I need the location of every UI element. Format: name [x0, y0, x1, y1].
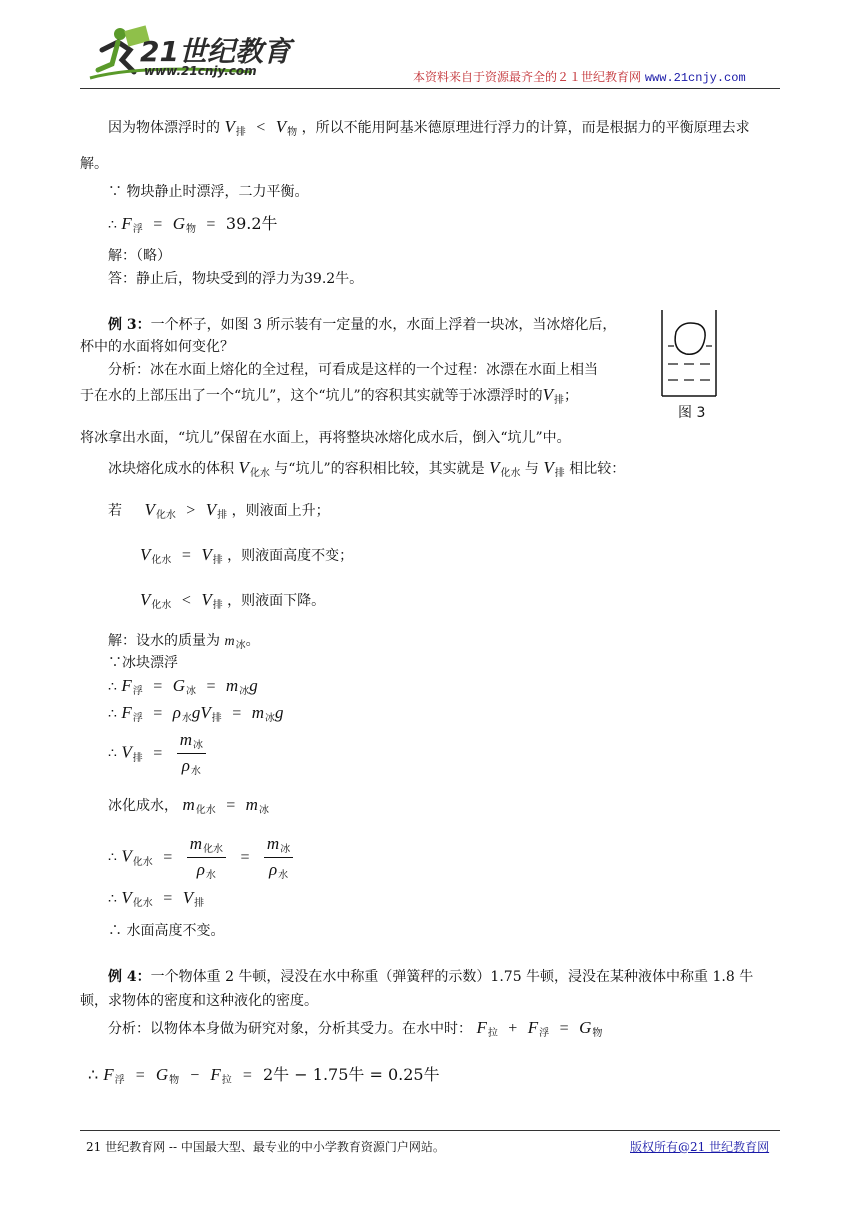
solve-line: 解：（略）: [108, 248, 171, 264]
cup-with-ice-figure: [660, 310, 720, 402]
ex4-calc: ∴ $F_浮 = G_物 - F_拉 = 2$牛 − 1.75牛 = 0.25牛: [88, 1065, 440, 1086]
because-text: 物块静止时漂浮，二力平衡。: [126, 184, 309, 200]
ex3-line-1: [108, 314, 616, 334]
because-line: ∵ 物块静止时漂浮，二力平衡。: [108, 184, 309, 200]
melt-line: 冰化成水， $m_{化水} = m_冰$: [108, 795, 269, 816]
tagline-text: 本资料来自于资源最齐全的２１世纪教育网: [413, 70, 642, 84]
formula-float: ∴ $F_浮 = G_物 = 39.2$牛: [108, 214, 278, 235]
sol-line-2: ∵冰块漂浮: [108, 655, 178, 671]
ex3-analysis-2: 于在水的上部压出了一个“坑儿”，这个“坑儿”的容积其实就等于冰漂浮时的$V_排$；: [80, 385, 579, 406]
tagline-link[interactable]: www.21cnjy.com: [644, 71, 746, 85]
intro-line-1: 因为物体漂浮时的 $V_排 < V_物$ ，所以不能用阿基米德原理进行浮力的计算，而是根据力的平衡原理去求: [108, 117, 750, 138]
logo-text: 21世纪教育: [140, 35, 291, 68]
intro-line-2: 解。: [80, 156, 108, 172]
ex3-analysis-3: 将冰拿出水面，“坑儿”保留在水面上，再将整块冰熔化成水后，倒入“坑儿”中。: [80, 430, 571, 446]
site-logo[interactable]: [82, 20, 291, 82]
figure-3: [660, 310, 720, 425]
footer-copyright-link[interactable]: 版权所有@21 世纪教育网: [630, 1140, 770, 1154]
calc-result: 2牛 − 1.75牛 = 0.25牛: [263, 1065, 440, 1084]
ex3-text: 一个杯子，如图 3 所示装有一定量的水，水面上浮着一块冰，当冰熔化后，: [150, 317, 617, 333]
header-divider: [80, 88, 780, 89]
ex3-line-2: 杯中的水面将如何变化？: [80, 339, 234, 355]
eq-5: ∴ $V_{化水} = V_排$: [108, 888, 205, 909]
footer-divider: [80, 1130, 780, 1131]
ex4-analysis: 分析：以物体本身做为研究对象，分析其受力。在水中时： $F_拉 + F_浮 = G_物$: [108, 1018, 603, 1039]
sol-line-1: 解：设水的质量为 $m_冰$。: [108, 633, 260, 651]
case-1: 若 $V_{化水} > V_排$ ，则液面上升；: [108, 500, 330, 521]
ex3-analysis-1: 分析：冰在水面上熔化的全过程，可看成是这样的一个过程：冰漂在水面上相当: [108, 362, 598, 378]
ex4-line-2: 顿，求物体的密度和这种液化的密度。: [80, 993, 318, 1009]
ex3-compare: 冰块熔化成水的体积 $V_{化水}$ 与“坑儿”的容积相比较，其实就是 $V_{化水}$ 与 $V_排$ 相比较：: [108, 458, 626, 479]
intro-text-2: ，所以不能用阿基米德原理进行浮力的计算，而是根据力的平衡原理去求: [301, 120, 750, 136]
intro-text: 因为物体漂浮时的: [108, 120, 220, 136]
footer-left: 21 世纪教育网 -- 中国最大型、最专业的中小学教育资源门户网站。: [86, 1140, 445, 1154]
eq-2: ∴ $F_浮 = \rho_水gV_排 = m_冰g$: [108, 703, 284, 724]
logo-url: www.21cnjy.com: [144, 64, 257, 78]
conclusion: ∴ 水面高度不变。: [108, 923, 225, 939]
eq-4: ∴ $V_{化水}$ = $\frac{m_{化水}}{\rho_水}$ = $\frac{m_冰}{\rho_水}$: [108, 834, 297, 881]
figure-caption: 图 3: [678, 405, 706, 421]
case-2: $V_{化水} = V_排$ ，则液面高度不变；: [140, 545, 354, 566]
float-value: 39.2牛: [225, 214, 278, 233]
ex4-line-1: [108, 966, 753, 986]
ex4-text: 一个物体重 2 牛顿，浸没在水中称重（弹簧秤的示数）1.75 牛顿，浸没在某种液体中称重 1.8 牛: [150, 969, 754, 985]
answer-line: 答：静止后，物块受到的浮力为39.2牛。: [108, 271, 364, 287]
case-3: $V_{化水} < V_排$ ，则液面下降。: [140, 590, 326, 611]
eq-3: ∴ $V_排$ = $\frac{m_冰}{\rho_水}$: [108, 730, 210, 777]
ex4-label: 例 4：: [108, 969, 151, 985]
eq-1: ∴ $F_浮 = G_冰 = m_冰g$: [108, 676, 258, 697]
ex3-label: 例 3：: [108, 317, 151, 333]
header-tagline: [413, 68, 746, 85]
